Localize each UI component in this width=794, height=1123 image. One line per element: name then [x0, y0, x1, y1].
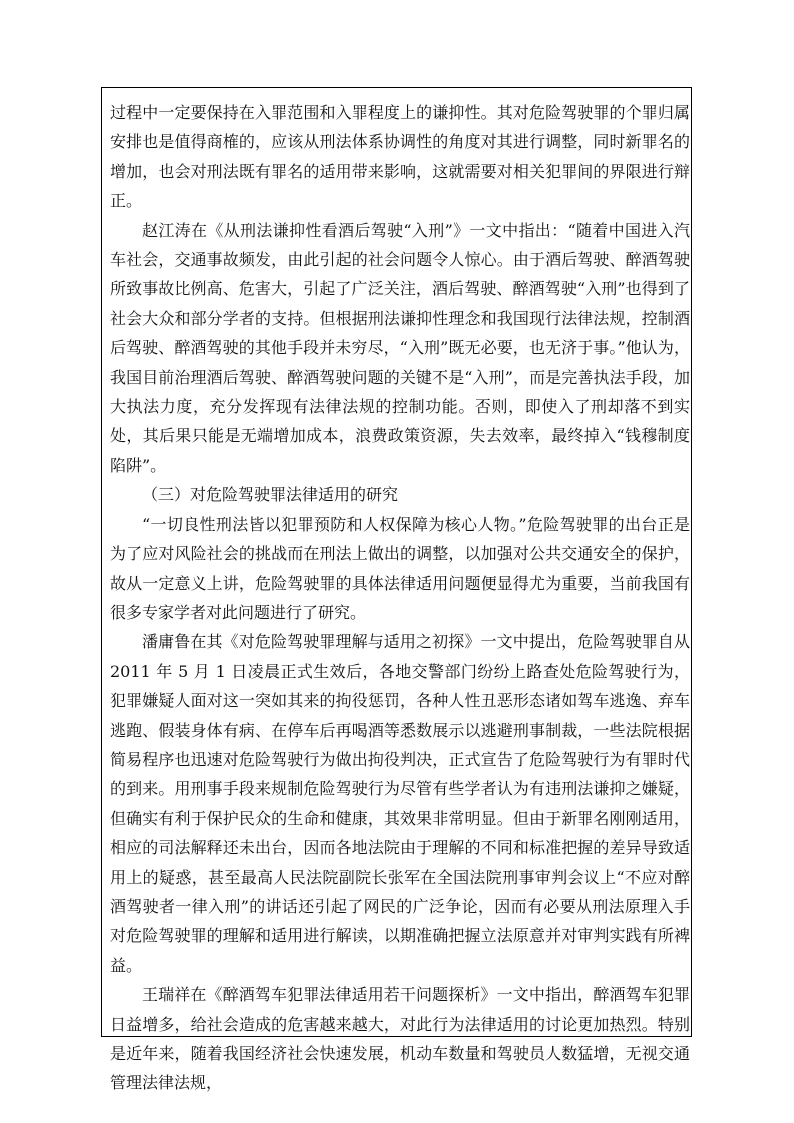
- document-body: [110, 98, 690, 1098]
- paragraph-quote: “一切良性刑法皆以犯罪预防和人权保障为核心人物。”危险驾驶罪的出台正是为了应对风险社会的挑战而在刑法上做出的调整，以加强对公共交通安全的保护，故从一定意义上讲，危险驾驶罪的具体法律适用问题便显得尤为重要，当前我国有很多专家学者对此问题进行了研究。: [110, 514, 690, 622]
- paragraph-continuation: 过程中一定要保持在入罪范围和入罪程度上的谦抑性。其对危险驾驶罪的个罪归属安排也是值得商榷的，应该从刑法体系协调性的角度对其进行调整，同时新罪名的增加，也会对刑法既有罪名的适用带来影响，这就需要对相关犯罪间的界限进行辩正。: [110, 103, 690, 211]
- paragraph-pan-yonglu: 潘庸鲁在其《对危险驾驶罪理解与适用之初探》一文中提出，危险驾驶罪自从 2011 年 5 月 1 日凌晨正式生效后，各地交警部门纷纷上路查处危险驾驶行为，犯罪嫌疑人面对这一突如其来的拘役惩罚，各种人性丑恶形态诸如驾车逃逸、弃车逃跑、假装身体有病、在停车后再喝酒等悉数展示以逃避刑事制裁，一些法院根据简易程序也迅速对危险驾驶行为做出拘役判决，正式宣告了危险驾驶行为有罪时代的到来。用刑事手段来规制危险驾驶行为尽管有些学者认为有违刑法谦抑之嫌疑，但确实有利于保护民众的生命和健康，其效果非常明显。但由于新罪名刚刚适用，相应的司法解释还未出台，因而各地法院由于理解的不同和标准把握的差异导致适用上的疑惑，甚至最高人民法院副院长张军在全国法院刑事审判会议上“不应对醉酒驾驶者一律入刑”的讲话还引起了网民的广泛争论，因而有必要从刑法原理入手对危险驾驶罪的理解和适用进行解读，以期准确把握立法原意并对审判实践有所裨益。: [110, 632, 690, 975]
- paragraph-zhao-jiangtao: 赵江涛在《从刑法谦抑性看酒后驾驶“入刑”》一文中指出：“随着中国进入汽车社会，交通事故频发，由此引起的社会问题令人惊心。由于酒后驾驶、醉酒驾驶所致事故比例高、危害大，引起了广泛关注，酒后驾驶、醉酒驾驶“入刑”也得到了社会大众和部分学者的支持。但根据刑法谦抑性理念和我国现行法律法规，控制酒后驾驶、醉酒驾驶的其他手段并未穷尽，“入刑”既无必要，也无济于事。”他认为，我国目前治理酒后驾驶、醉酒驾驶问题的关键不是“入刑”，而是完善执法手段，加大执法力度，充分发挥现有法律法规的控制功能。否则，即使入了刑却落不到实处，其后果只能是无端增加成本，浪费政策资源，失去效率，最终掉入“钱穆制度陷阱”。: [110, 220, 690, 475]
- paragraph-wang-ruixiang: 王瑞祥在《醉酒驾车犯罪法律适用若干问题探析》一文中指出，醉酒驾车犯罪日益增多，给社会造成的危害越来越大，对此行为法律适用的讨论更加热烈。特别是近年来，随着我国经济社会快速发展，机动车数量和驾驶员人数猛增，无视交通管理法律法规，: [110, 985, 690, 1093]
- section-heading: （三）对危险驾驶罪法律适用的研究: [142, 485, 399, 505]
